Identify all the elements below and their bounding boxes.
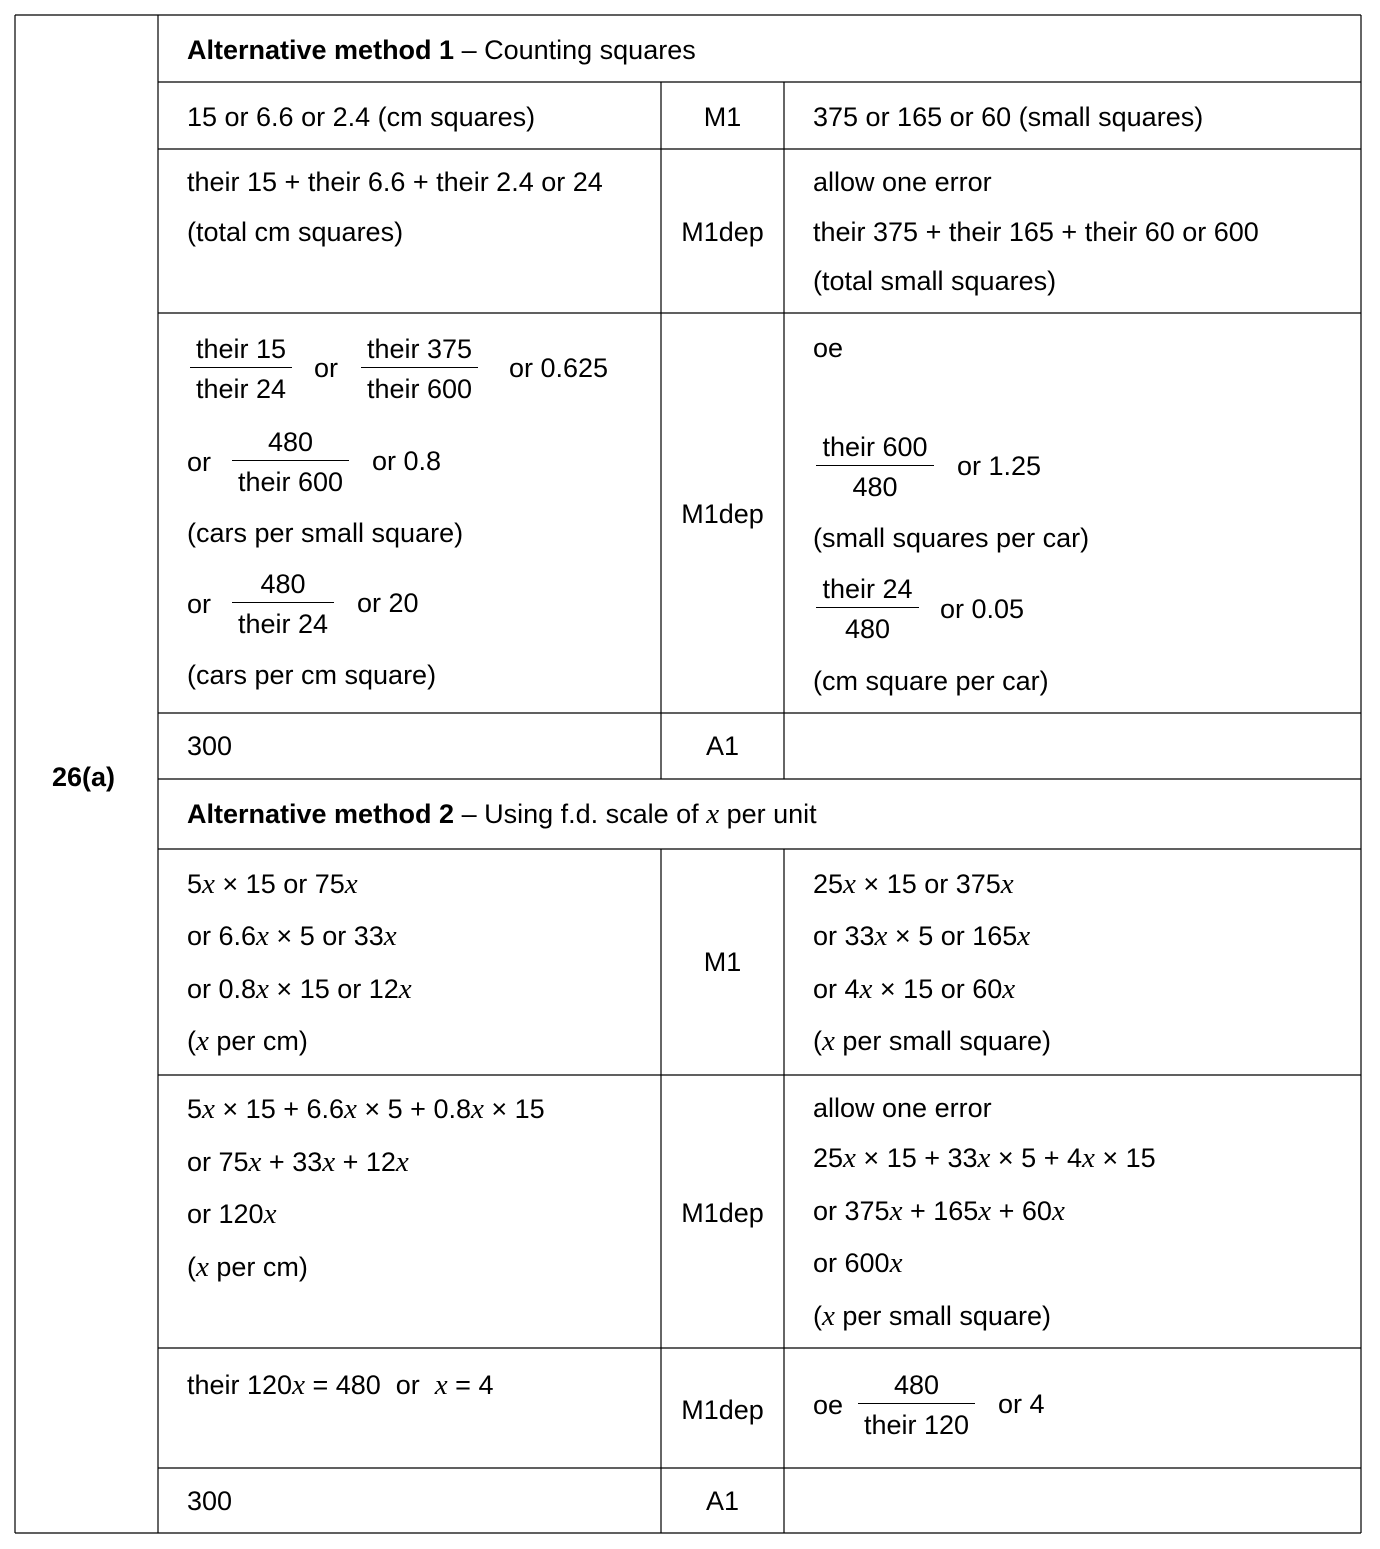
m1-row2-answer-line2: (total cm squares) <box>187 217 404 247</box>
m1-or-a: or <box>314 353 339 383</box>
m1-row1-answer: 15 or 6.6 or 2.4 (cm squares) <box>187 102 536 132</box>
m2-or-4: or 4 <box>998 1389 1045 1419</box>
m2-row2-notes-line4: (x per small square) <box>813 1300 1051 1332</box>
m1-frac-480-their24: 480 their 24 <box>232 569 334 639</box>
m2-row1-notes-line3: or 4x × 15 or 60x <box>813 973 1016 1005</box>
m2-row3-oe: oe <box>813 1390 844 1420</box>
m2-row1-mark: M1 <box>703 947 742 977</box>
m2-row2-notes-line2: or 375x + 165x + 60x <box>813 1195 1065 1227</box>
m2-final-mark: A1 <box>705 1486 740 1516</box>
m2-row1-notes-line4: (x per small square) <box>813 1025 1051 1057</box>
m1-row3-mark: M1dep <box>681 499 764 529</box>
m2-row2-answer-line3: or 120x <box>187 1198 277 1230</box>
m1-small-squares-per-car: (small squares per car) <box>813 523 1090 553</box>
m2-row3-mark: M1dep <box>681 1395 764 1425</box>
m1-row2-notes-line1: allow one error <box>813 167 992 197</box>
m1-frac-their600-480: their 600 480 <box>816 432 934 502</box>
m2-row1-answer-line2: or 6.6x × 5 or 33x <box>187 920 397 952</box>
m2-row2-notes-line0: allow one error <box>813 1093 992 1123</box>
m1-frac-their375-their600: their 375 their 600 <box>361 334 478 404</box>
m1-cars-per-cm-square: (cars per cm square) <box>187 660 437 690</box>
m1-final-mark: A1 <box>705 731 740 761</box>
m2-final-answer: 300 <box>187 1486 233 1516</box>
m2-row2-answer-line1: 5x × 15 + 6.6x × 5 + 0.8x × 15 <box>187 1093 545 1125</box>
method2-heading: Alternative method 2 – Using f.d. scale of x per unit <box>187 798 817 830</box>
m1-row2-answer-line1: their 15 + their 6.6 + their 2.4 or 24 <box>187 167 603 197</box>
method1-heading-subtitle: – Counting squares <box>454 35 696 65</box>
m2-frac-480-their120: 480 their 120 <box>858 1370 975 1440</box>
method1-heading-title: Alternative method 1 <box>187 35 455 65</box>
m1-frac-their24-480: their 24 480 <box>816 574 919 644</box>
m2-row1-notes-line1: 25x × 15 or 375x <box>813 868 1014 900</box>
m2-row3-answer: their 120x = 480 or x = 4 <box>187 1369 494 1401</box>
m1-frac-their15-their24: their 15 their 24 <box>190 334 292 404</box>
m2-row2-answer-line2: or 75x + 33x + 12x <box>187 1146 409 1178</box>
m1-row2-notes-line2: their 375 + their 165 + their 60 or 600 <box>813 217 1259 247</box>
m1-cars-per-small-square: (cars per small square) <box>187 518 464 548</box>
m1-row1-notes: 375 or 165 or 60 (small squares) <box>813 102 1204 132</box>
m2-row2-notes-line3: or 600x <box>813 1247 903 1279</box>
m1-or-20: or 20 <box>357 588 419 618</box>
m1-or-125: or 1.25 <box>957 451 1042 481</box>
m1-frac-480-their600: 480 their 600 <box>232 427 349 497</box>
m2-row1-notes-line2: or 33x × 5 or 165x <box>813 920 1031 952</box>
m1-or-0625: or 0.625 <box>509 353 609 383</box>
m1-or-b: or <box>187 447 212 477</box>
m1-row3-oe: oe <box>813 333 844 363</box>
m2-row1-answer-line1: 5x × 15 or 75x <box>187 868 358 900</box>
question-number: 26(a) <box>52 762 116 792</box>
m2-row1-answer-line4: (x per cm) <box>187 1025 308 1057</box>
m1-final-answer: 300 <box>187 731 233 761</box>
method2-heading-title: Alternative method 2 <box>187 799 455 829</box>
m2-row2-notes-line1: 25x × 15 + 33x × 5 + 4x × 15 <box>813 1142 1156 1174</box>
m1-cm-square-per-car: (cm square per car) <box>813 666 1049 696</box>
m1-row1-mark: M1 <box>703 102 742 132</box>
m1-or-005: or 0.05 <box>940 594 1025 624</box>
m1-or-08: or 0.8 <box>372 446 442 476</box>
m2-row2-answer-line4: (x per cm) <box>187 1251 308 1283</box>
m1-or-c: or <box>187 589 212 619</box>
m1-row2-notes-line3: (total small squares) <box>813 266 1057 296</box>
method1-heading <box>187 35 696 65</box>
m2-row2-mark: M1dep <box>681 1198 764 1228</box>
m1-row2-mark: M1dep <box>681 217 764 247</box>
m2-row1-answer-line3: or 0.8x × 15 or 12x <box>187 973 412 1005</box>
